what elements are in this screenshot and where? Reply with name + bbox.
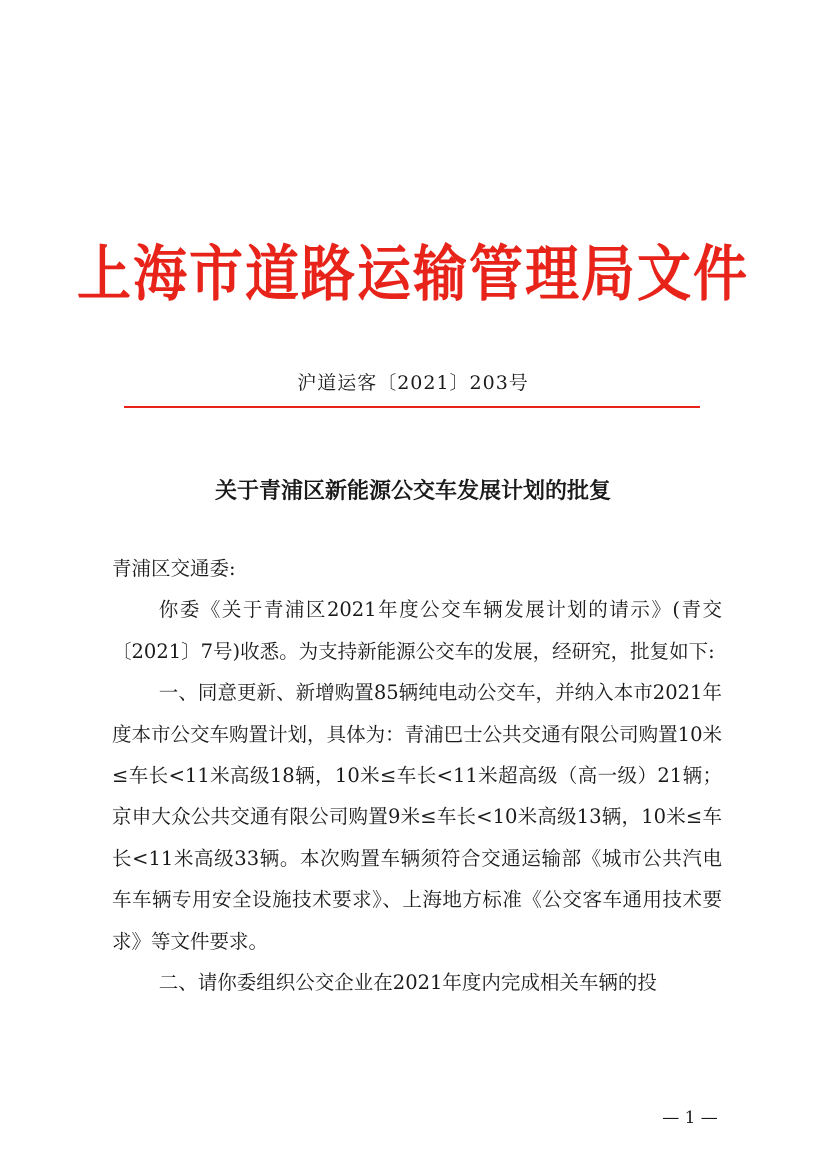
body-paragraph: 一、同意更新、新增购置85辆纯电动公交车，并纳入本市2021年度本市公交车购置计划，具体为：青浦巴士公共交通有限公司购置10米≤车长<11米高级18辆，10米≤车长<11米超高级（高一级）21辆；京申大众公共交通有限公司购置9米≤车长<10米高级13辆，10米≤车长<11米高级33辆。本次购置车辆须符合交通运输部《城市公共汽电车车辆专用安全设施技术要求》、上海地方标准《公交客车通用技术要求》等文件要求。 bbox=[112, 681, 722, 953]
page-number: — 1 — bbox=[662, 1108, 718, 1128]
document-number: 沪道运客〔2021〕203号 bbox=[297, 372, 529, 394]
body-paragraph: 你委《关于青浦区2021年度公交车辆发展计划的请示》(青交〔2021〕7号)收悉。为支持新能源公交车的发展，经研究，批复如下: bbox=[112, 598, 722, 663]
body-paragraph: 二、请你委组织公交企业在2021年度内完成相关车辆的投 bbox=[158, 971, 657, 995]
document-header-title: 上海市道路运输管理局文件 bbox=[77, 237, 749, 309]
document-title: 关于青浦区新能源公交车发展计划的批复 bbox=[214, 479, 611, 504]
document-body bbox=[112, 548, 722, 1003]
header-red-rule bbox=[124, 406, 700, 408]
salutation: 青浦区交通委: bbox=[112, 557, 236, 580]
